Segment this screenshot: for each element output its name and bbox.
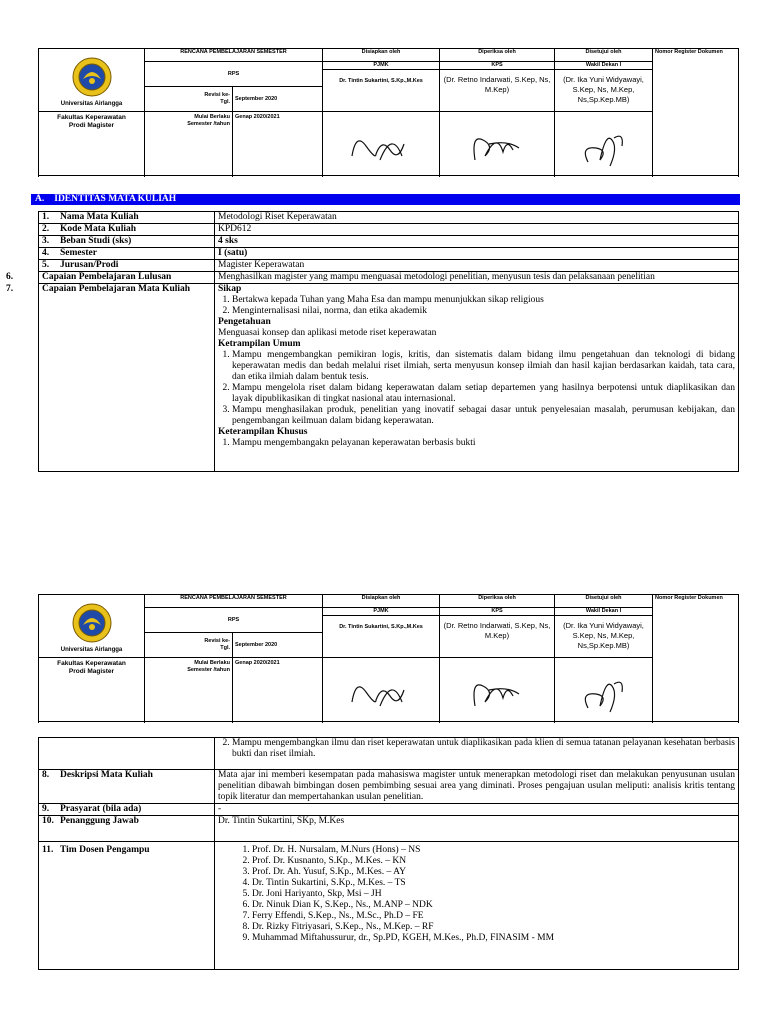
row-value: Menghasilkan magister yang mampu menguasai metodologi penelitian, menyusun tesis dan pelaksanaan penelitian [215, 272, 739, 284]
row-number: 2. [42, 224, 50, 234]
prepared-by-label: Disiapkan oleh [323, 49, 440, 62]
signature-cell [440, 658, 555, 722]
signature-wadek [578, 672, 630, 720]
row-number: 9. [42, 804, 50, 814]
approved-cell [555, 62, 653, 112]
row-label: Semester [60, 248, 97, 258]
row-value: Dr. Tintin Sukartini, SKp, M.Kes [215, 816, 739, 842]
list-item: 4. Dr. Tintin Sukartini, S.Kp., M.Kes. – TS [252, 878, 735, 889]
row-label: Capaian Pembelajaran Mata Kuliah [42, 284, 191, 294]
table-row [39, 236, 739, 248]
approved-name: (Dr. Ika Yuni Widyawayi, S.Kep, Ns, M.Kep, Ns,Sp.Kep.MB) [563, 621, 644, 650]
cpmk-cell [215, 284, 739, 472]
valid-from-value: Genap 2020/2021 [233, 658, 323, 722]
university-logo [72, 57, 112, 97]
faculty-name: Fakultas Keperawatan Prodi Magister [39, 112, 145, 176]
valid-from-label: Mulai Berlaku Semester /tahun [145, 658, 233, 722]
list-item: 3. Prof. Dr. Ah. Yusuf, S.Kp., M.Kes. – AY [252, 867, 735, 878]
checked-by-label: Diperiksa oleh [440, 49, 555, 62]
approved-by-label: Disetujui oleh [555, 595, 653, 608]
checked-name: (Dr. Retno Indarwati, S.Kep, Ns, M.Kep) [443, 75, 551, 94]
row-label: Deskripsi Mata Kuliah [60, 770, 153, 780]
row-number: 7. [6, 284, 14, 294]
sikap-heading: Sikap [218, 284, 242, 294]
approved-cell [555, 608, 653, 658]
table-row [39, 284, 739, 472]
document-header-1 [38, 48, 739, 176]
row-value: Magister Keperawatan [215, 260, 739, 272]
table-row [39, 224, 739, 236]
document-header-2 [38, 594, 739, 722]
list-item: 1. Bertakwa kepada Tuhan yang Maha Esa dan mampu menunjukkan sikap religious [232, 295, 735, 306]
register-number: Nomor Register Dokumen [653, 595, 739, 722]
row-label: Capaian Pembelajaran Lulusan [42, 272, 172, 282]
section-a-heading [31, 194, 740, 205]
row-number: 6. [6, 272, 14, 282]
ketrampilan-umum-heading: Ketrampilan Umum [218, 339, 301, 349]
row-number: 11. [42, 845, 54, 855]
revision-label: Revisi ke- Tgl. [145, 87, 233, 112]
pengetahuan-text: Menguasai konsep dan aplikasi metode riset keperawatan [218, 328, 437, 338]
prepared-by-label: Disiapkan oleh [323, 595, 440, 608]
revision-label: Revisi ke- Tgl. [145, 633, 233, 658]
signature-kps [467, 672, 527, 716]
row-value: Mata ajar ini memberi kesempatan pada mahasiswa magister untuk menerapkan metodologi riset dan melakukan penyusunan usulan penelitian dibawah bimbingan dosen pembimbing sesuai area yang diminati. Proses pengajuan usulan meliputi: analisis kritis tentang topik literatur dan mempertahankan usulan penelitian. [215, 770, 739, 804]
valid-from-label: Mulai Berlaku Semester /tahun [145, 112, 233, 176]
signature-cell [323, 658, 440, 722]
list-item: 1. Mampu mengembangkan pemikiran logis, kritis, dan sistematis dalam bidang ilmu pengetahuan dan teknologi di bidang keperawatan medis dan bedah melalui riset ilmiah, serta menyusun konsep ilmiah dan hasil kajian berdasarkan kaidah, tata cara, dan etika ilmiah dalam bentuk tesis. [232, 350, 735, 383]
university-name: Universitas Airlangga [60, 647, 123, 653]
header-title: RENCANA PEMBELAJARAN SEMESTER [145, 595, 323, 608]
table-row [39, 260, 739, 272]
row-value: - [215, 804, 739, 816]
list-item: 6. Dr. Ninuk Dian K, S.Kep., Ns., M.ANP – NDK [252, 900, 735, 911]
revision-value: September 2020 [233, 633, 323, 658]
approved-role: Wakil Dekan I [555, 608, 652, 616]
row-value: 4 sks [215, 236, 739, 248]
list-item: 1. Prof. Dr. H. Nursalam, M.Nurs (Hons) – NS [252, 845, 735, 856]
table-row [39, 272, 739, 284]
checked-cell [440, 62, 555, 112]
row-label: Beban Studi (sks) [60, 236, 132, 246]
row-number: 1. [42, 212, 50, 222]
list-item: 1. Mampu mengembangakn pelayanan keperawatan berbasis bukti [232, 438, 735, 449]
row-label: Kode Mata Kuliah [60, 224, 137, 234]
list-item: 2. Prof. Dr. Kusnanto, S.Kp., M.Kes. – KN [252, 856, 735, 867]
row-label: Prasyarat (bila ada) [60, 804, 142, 814]
signature-kps [467, 126, 527, 170]
section-title: IDENTITAS MATA KULIAH [54, 194, 177, 204]
lecturer-list [218, 845, 735, 944]
checked-role: KPS [440, 62, 554, 70]
row-value: I (satu) [215, 248, 739, 260]
row-label: Tim Dosen Pengampu [60, 845, 150, 855]
checked-role: KPS [440, 608, 554, 616]
signature-wadek [578, 126, 630, 174]
row-number: 4. [42, 248, 50, 258]
identity-table-continued [38, 737, 739, 970]
approved-role: Wakil Dekan I [555, 62, 652, 70]
prepared-name: Dr. Tintin Sukartini, S.Kp.,M.Kes [339, 624, 423, 630]
keterampilan-khusus-list [218, 438, 735, 449]
pengetahuan-heading: Pengetahuan [218, 317, 271, 327]
register-number: Nomor Register Dokumen [653, 49, 739, 176]
prepared-role: PJMK [323, 62, 439, 70]
list-item: 2. Mampu mengelola riset dalam bidang keperawatan dalam setiap departemen yang hasilnya berpotensi untuk diaplikasikan dan layak dipublikasikan di tingkat nasional atau internasional. [232, 383, 735, 405]
table-row [39, 248, 739, 260]
list-item: 8. Dr. Rizky Fitriyasari, S.Kep., Ns., M.Kep. – RF [252, 922, 735, 933]
table-row [39, 842, 739, 970]
signature-cell [440, 112, 555, 176]
checked-name: (Dr. Retno Indarwati, S.Kep, Ns, M.Kep) [443, 621, 551, 640]
table-row [39, 816, 739, 842]
row-label: Jurusan/Prodi [60, 260, 119, 270]
valid-from-value: Genap 2020/2021 [233, 112, 323, 176]
prepared-name: Dr. Tintin Sukartini, S.Kp.,M.Kes [339, 78, 423, 84]
row-number: 5. [42, 260, 50, 270]
header-rps: RPS [145, 608, 323, 633]
row-label: Penanggung Jawab [60, 816, 139, 826]
row-value: KPD612 [215, 224, 739, 236]
section-letter: A. [35, 194, 45, 204]
table-row [39, 738, 739, 770]
list-item: 5. Dr. Joni Hariyanto, Skp, Msi – JH [252, 889, 735, 900]
keterampilan-khusus-list-cont [218, 738, 735, 760]
revision-value: September 2020 [233, 87, 323, 112]
university-name: Universitas Airlangga [60, 101, 123, 107]
sikap-list [218, 295, 735, 317]
prepared-role: PJMK [323, 608, 439, 616]
table-row [39, 804, 739, 816]
logo-cell [39, 49, 145, 112]
approved-by-label: Disetujui oleh [555, 49, 653, 62]
prepared-cell [323, 608, 440, 658]
table-row [39, 770, 739, 804]
signature-cell [555, 112, 653, 176]
checked-by-label: Diperiksa oleh [440, 595, 555, 608]
row-number: 8. [42, 770, 50, 780]
list-item: 2. Mampu mengembangkan ilmu dan riset keperawatan untuk diaplikasikan pada klien di semua tatanan pelayanan kesehatan berbasis bukti dan riset ilmiah. [232, 738, 735, 760]
table-row [39, 212, 739, 224]
row-value: Metodologi Riset Keperawatan [215, 212, 739, 224]
list-item: 3. Mampu menghasilakan produk, penelitian yang inovatif sebagai dasar untuk penyelesaian masalah, perumusan kebijakan, dan pengembangan keilmuan dalam bidang keperawatan. [232, 405, 735, 427]
row-number: 3. [42, 236, 50, 246]
row-number: 10. [42, 816, 54, 826]
checked-cell [440, 608, 555, 658]
approved-name: (Dr. Ika Yuni Widyawayi, S.Kep, Ns, M.Kep, Ns,Sp.Kep.MB) [563, 75, 644, 104]
logo-cell [39, 595, 145, 658]
list-item: 9. Muhammad Miftahussurur, dr., Sp.PD, KGEH, M.Kes., Ph.D, FINASIM - MM [252, 933, 735, 944]
identity-table [6, 211, 739, 472]
list-item: 7. Ferry Effendi, S.Kep., Ns., M.Sc., Ph.D – FE [252, 911, 735, 922]
keterampilan-khusus-heading: Keterampilan Khusus [218, 427, 308, 437]
list-item: 2. Menginternalisasi nilai, norma, dan etika akademik [232, 306, 735, 317]
faculty-name: Fakultas Keperawatan Prodi Magister [39, 658, 145, 722]
prepared-cell [323, 62, 440, 112]
ketrampilan-umum-list [218, 350, 735, 427]
signature-pjmk [346, 672, 416, 712]
header-title: RENCANA PEMBELAJARAN SEMESTER [145, 49, 323, 62]
row-label: Nama Mata Kuliah [60, 212, 139, 222]
signature-cell [323, 112, 440, 176]
university-logo [72, 603, 112, 643]
signature-cell [555, 658, 653, 722]
header-rps: RPS [145, 62, 323, 87]
signature-pjmk [346, 126, 416, 166]
